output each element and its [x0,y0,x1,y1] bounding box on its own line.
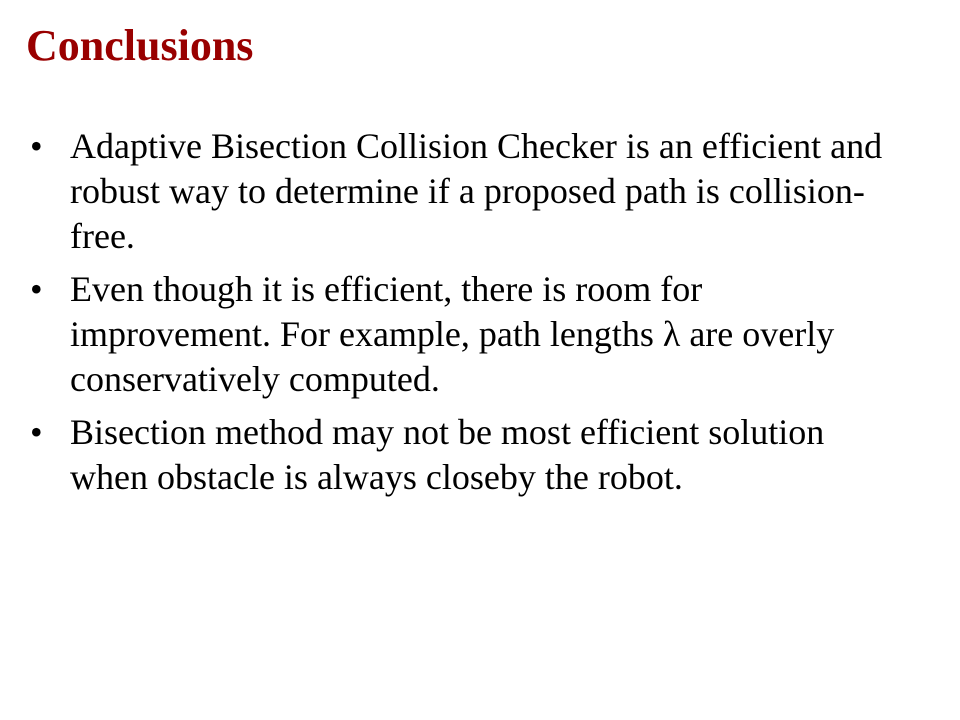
bullet-text-2: Even though it is efficient, there is room for improvement. For example, path lengths λ are overly conservatively computed. [70,269,835,399]
bullet-text-3: Bisection method may not be most efficient solution when obstacle is always closeby the robot. [70,412,825,497]
bullet-item-2 [30,267,910,402]
bullet-list [30,124,910,508]
bullet-item-3 [30,410,910,500]
bullet-text-1: Adaptive Bisection Collision Checker is an efficient and robust way to determine if a proposed path is collision-free. [70,126,883,256]
slide-title: Conclusions [26,21,254,70]
bullet-item-1 [30,124,910,259]
bullet-dot-icon: • [30,412,43,452]
bullet-dot-icon: • [30,269,43,309]
bullet-dot-icon: • [30,126,43,166]
